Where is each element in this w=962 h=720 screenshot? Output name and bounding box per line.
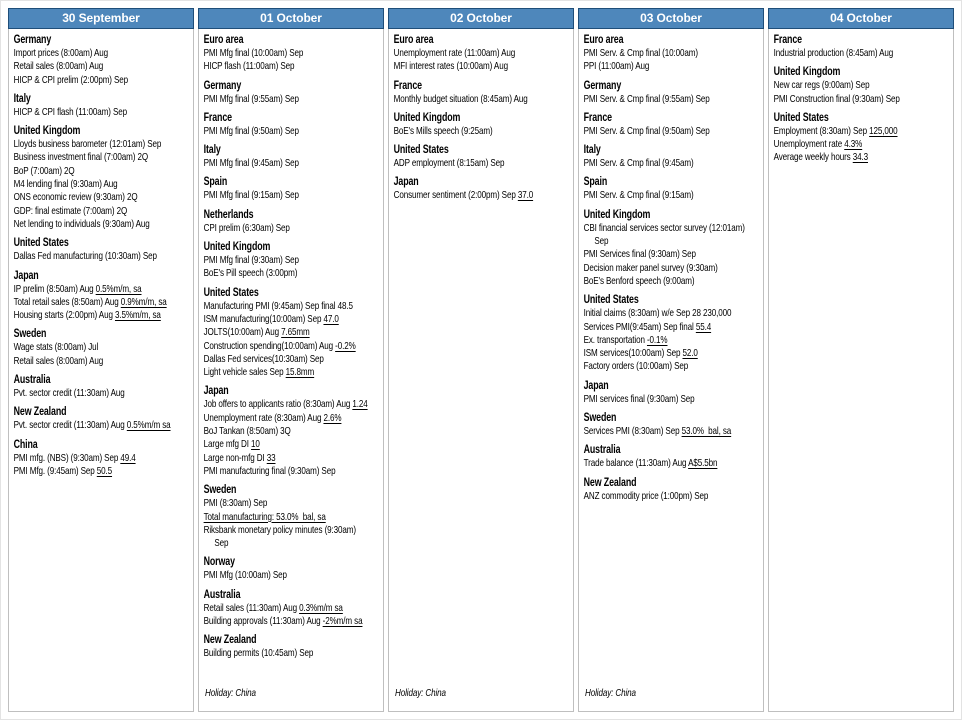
calendar-column-4 [578,8,764,712]
event-item: Unemployment rate 4.3% [773,138,863,151]
event-item: BoE's Pill speech (3:00pm) [203,267,298,280]
column-content [9,29,193,482]
event-underlined-value: 3.5%m/m, sa [114,309,161,322]
event-item: Manufacturing PMI (9:45am) Sep final 48.5 [203,299,353,312]
country-name: United States [393,144,449,157]
country-section [14,236,190,263]
country-name: Japan [393,176,419,189]
country-section [394,33,570,74]
country-section [14,438,190,479]
country-name: Japan [13,269,39,282]
event-item: BoE's Mills speech (9:25am) [393,124,493,137]
event-underlined-value: 10 [251,438,260,451]
country-section [14,373,190,400]
event-item: Factory orders (10:00am) Sep [583,360,689,373]
event-item [204,511,380,524]
event-item: CBI financial services sector survey (12:01am) Sep [583,221,745,248]
country-section [394,175,570,202]
holiday-note: Holiday: China [585,687,636,699]
event-item: Services PMI(9:45am) Sep final 55.4 [583,320,712,333]
event-item: Decision maker panel survey (9:30am) [583,261,718,274]
event-item: Unemployment rate (11:00am) Aug [393,47,516,59]
event-item: Employment (8:30am) Sep 125,000 [773,124,898,137]
country-name: Netherlands [203,208,254,221]
column-date-header: 30 September [8,8,194,29]
country-name: Germany [203,79,242,92]
calendar-column-2 [198,8,384,712]
country-name: United States [203,286,259,299]
event-item: PMI Mfg final (9:55am) Sep [203,92,299,105]
event-underlined-value: 55.4 [695,320,712,333]
event-underlined-value: 49.4 [120,451,136,464]
country-name: Euro area [393,34,434,46]
country-section [204,384,380,478]
calendar-column-3 [388,8,574,712]
event-item: Business investment final (7:00am) 2Q [13,151,149,164]
event-underlined-value: 33 [266,451,276,464]
event-underlined-value: 47.0 [323,312,339,325]
country-name: Germany [583,79,622,92]
country-name: New Zealand [13,406,67,419]
country-name: Australia [203,588,241,601]
country-name: Sweden [583,412,617,425]
column-content [769,29,953,169]
country-section [204,633,380,660]
event-item: PMI Construction final (9:30am) Sep [773,92,900,105]
event-item: M4 lending final (9:30am) Aug [13,178,118,191]
event-item: Pvt. sector credit (11:30am) Aug 0.5%m/m sa [13,419,171,432]
country-section [14,33,190,87]
event-item: PMI (8:30am) Sep [203,497,268,510]
country-section [584,143,760,170]
event-item: PMI Mfg final (9:15am) Sep [203,189,299,202]
event-underlined-value: Total manufacturing: 53.0% bal, sa [203,510,326,523]
event-underlined-value: A$5.5bn [688,457,718,470]
event-underlined-value: -2%m/m sa [322,615,363,628]
country-section [584,476,760,503]
event-item: Retail sales (11:30am) Aug 0.3%m/m sa [203,601,343,614]
country-name: Japan [583,379,609,392]
event-item: ONS economic review (9:30am) 2Q [13,191,138,204]
event-continuation: Sep [594,235,609,248]
country-name: Sweden [13,328,47,341]
event-item: ADP employment (8:15am) Sep [393,157,505,170]
event-underlined-value: 34.3 [852,151,868,164]
event-item: PMI Serv. & Cmp final (9:55am) Sep [583,92,710,105]
country-section [204,286,380,380]
event-item: ANZ commodity price (1:00pm) Sep [583,489,709,502]
country-name: Euro area [583,34,624,46]
country-section [204,588,380,629]
event-item: PMI Serv. & Cmp final (10:00am) [583,47,698,59]
country-section [394,111,570,138]
column-date-header: 02 October [388,8,574,29]
country-name: New Zealand [583,476,637,489]
calendar-column-5 [768,8,954,712]
event-item: PMI Mfg final (10:00am) Sep [203,47,304,59]
country-section [584,175,760,202]
country-name: Germany [13,34,52,46]
event-underlined-value: 125,000 [869,124,898,137]
event-item: PMI Mfg (10:00am) Sep [203,569,287,582]
event-item: Building approvals (11:30am) Aug -2%m/m sa [203,615,363,628]
column-date-header: 04 October [768,8,954,29]
country-section [14,405,190,432]
country-section [204,175,380,202]
country-name: Australia [583,444,621,457]
event-item: PMI Serv. & Cmp final (9:15am) [583,189,694,202]
event-item: Job offers to applicants ratio (8:30am) Aug 1.24 [203,398,368,411]
event-item: Dallas Fed services(10:30am) Sep [203,352,324,365]
event-item: BoJ Tankan (8:50am) 3Q [203,425,291,438]
event-item: PMI Services final (9:30am) Sep [583,248,696,261]
event-underlined-value: 4.3% [844,138,863,151]
country-name: France [583,111,612,124]
event-item: New car regs (9:00am) Sep [773,79,870,92]
event-item: Light vehicle sales Sep 15.8mm [203,366,315,379]
country-name: United States [13,237,69,250]
country-section [774,111,950,165]
event-item: HICP flash (11:00am) Sep [203,60,295,73]
event-continuation: Sep [214,537,229,550]
country-name: Italy [203,144,221,157]
column-body [578,29,764,712]
event-item: Building permits (10:45am) Sep [203,647,314,660]
country-name: Norway [203,556,235,569]
country-name: United Kingdom [393,111,461,124]
event-underlined-value: 15.8mm [285,366,315,379]
country-name: Spain [203,176,228,189]
country-name: United States [583,294,639,307]
country-section [14,124,190,231]
country-section [204,143,380,170]
country-name: Japan [203,385,229,398]
event-item: Initial claims (8:30am) w/e Sep 28 230,000 [583,307,732,320]
event-item: Lloyds business barometer (12:01am) Sep [13,138,162,151]
event-underlined-value: -0.1% [646,333,668,346]
event-item: Monthly budget situation (8:45am) Aug [393,92,528,105]
country-name: France [203,111,232,124]
event-item: HICP & CPI prelim (2:00pm) Sep [13,73,129,86]
country-section [204,79,380,106]
event-item: HICP & CPI flash (11:00am) Sep [13,105,127,118]
column-date-header: 01 October [198,8,384,29]
event-item: PMI Mfg final (9:50am) Sep [203,124,299,137]
column-body [8,29,194,712]
holiday-note: Holiday: China [395,687,446,699]
event-item: PMI Mfg. (9:45am) Sep 50.5 [13,464,113,477]
country-section [204,33,380,74]
event-underlined-value: 0.5%m/m, sa [95,282,142,295]
event-underlined-value: 52.0 [682,347,698,360]
event-item: Retail sales (8:00am) Aug [13,354,104,367]
event-item: ISM services(10:00am) Sep 52.0 [583,347,698,360]
country-section [14,327,190,368]
event-item: IP prelim (8:50am) Aug 0.5%m/m, sa [13,282,142,295]
country-section [394,143,570,170]
country-name: Sweden [203,484,237,497]
country-name: United Kingdom [773,66,841,79]
event-item: Ex. transportation -0.1% [583,333,668,346]
event-item: Services PMI (8:30am) Sep 53.0% bal, sa [583,425,732,438]
event-item: PMI manufacturing final (9:30am) Sep [203,464,336,477]
country-section [774,33,950,60]
country-section [204,483,380,550]
country-name: United States [773,111,829,124]
event-item: Retail sales (8:00am) Aug [13,60,104,73]
calendar-column-1 [8,8,194,712]
event-item: Trade balance (11:30am) Aug A$5.5bn [583,457,718,470]
column-content [579,29,763,507]
event-item: GDP: final estimate (7:00am) 2Q [13,204,128,217]
country-name: United Kingdom [583,208,651,221]
event-item: PPI (11:00am) Aug [583,60,650,73]
country-section [394,79,570,106]
event-item: Large non-mfg DI 33 [203,451,276,464]
country-name: Italy [583,144,601,157]
country-name: France [393,79,422,92]
country-section [774,65,950,106]
country-name: Euro area [203,34,244,46]
event-item: CPI prelim (6:30am) Sep [203,221,290,234]
country-name: United Kingdom [13,125,81,138]
column-body [198,29,384,712]
event-item: Large mfg DI 10 [203,438,260,451]
country-name: China [13,438,38,451]
event-underlined-value: 37.0 [517,189,534,202]
country-name: Spain [583,176,608,189]
column-content [389,29,573,207]
event-item: Unemployment rate (8:30am) Aug 2.6% [203,411,342,424]
holiday-note: Holiday: China [205,687,256,699]
country-section [584,208,760,288]
event-item: Construction spending(10:00am) Aug -0.2% [203,339,356,352]
event-item: PMI mfg. (NBS) (9:30am) Sep 49.4 [13,451,136,464]
event-underlined-value: 1.24 [352,398,368,411]
event-underlined-value: 0.3%m/m sa [299,601,343,614]
event-item: Import prices (8:00am) Aug [13,47,109,59]
event-item: Wage stats (8:00am) Jul [13,341,99,354]
column-body [388,29,574,712]
event-item: ISM manufacturing(10:00am) Sep 47.0 [203,312,339,325]
event-underlined-value: 7.65mm [281,326,310,339]
country-section [584,111,760,138]
event-item: BoP (7:00am) 2Q [13,164,75,177]
event-item: BoE's Benford speech (9:00am) [583,274,695,287]
event-item: Housing starts (2:00pm) Aug 3.5%m/m, sa [13,309,161,322]
event-underlined-value: 0.5%m/m sa [126,419,171,432]
country-section [204,240,380,281]
country-name: Italy [13,92,31,105]
country-section [204,555,380,582]
event-underlined-value: 2.6% [323,411,342,424]
country-section [584,411,760,438]
column-date-header: 03 October [578,8,764,29]
event-item: Riksbank monetary policy minutes (9:30am) Sep [203,523,356,550]
country-section [14,269,190,323]
country-name: France [773,34,802,46]
country-section [14,92,190,119]
country-name: Australia [13,374,51,387]
event-item: PMI Mfg final (9:30am) Sep [203,254,299,267]
country-section [204,208,380,235]
event-item: JOLTS(10:00am) Aug 7.65mm [203,326,310,339]
event-item: Net lending to individuals (9:30am) Aug [13,217,150,230]
country-section [584,443,760,470]
calendar-columns [8,8,954,712]
event-underlined-value: 53.0% bal, sa [681,425,732,438]
column-body [768,29,954,712]
event-item: Average weekly hours 34.3 [773,151,868,164]
country-section [584,79,760,106]
country-section [204,111,380,138]
event-item: Consumer sentiment (2:00pm) Sep 37.0 [393,189,534,202]
country-section [584,33,760,74]
event-item: MFI interest rates (10:00am) Aug [393,60,508,73]
event-item: Total retail sales (8:50am) Aug 0.9%m/m, sa [13,295,167,308]
event-item: PMI services final (9:30am) Sep [583,392,695,405]
column-content [199,29,383,665]
country-section [584,379,760,406]
event-underlined-value: 50.5 [96,464,113,477]
event-item: PMI Mfg final (9:45am) Sep [203,157,299,170]
country-section [584,293,760,373]
country-name: New Zealand [203,634,257,647]
event-item: PMI Serv. & Cmp final (9:50am) Sep [583,124,710,137]
country-name: United Kingdom [203,241,271,254]
event-item: Industrial production (8:45am) Aug [773,47,894,59]
event-item: Dallas Fed manufacturing (10:30am) Sep [13,250,157,263]
event-item: Pvt. sector credit (11:30am) Aug [13,387,125,400]
event-item: PMI Serv. & Cmp final (9:45am) [583,157,694,170]
event-underlined-value: -0.2% [335,339,356,352]
event-underlined-value: 0.9%m/m, sa [120,295,167,308]
